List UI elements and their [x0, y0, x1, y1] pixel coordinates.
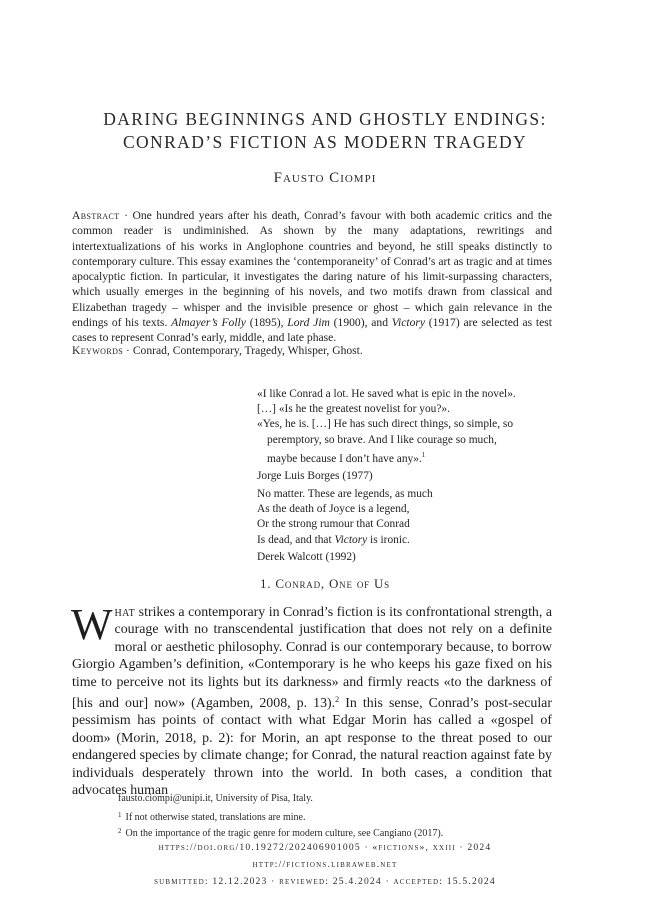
footnote-number: 1 — [118, 811, 122, 820]
footnote-marker: 1 — [421, 450, 426, 459]
abstract-year-1: (1895), — [245, 316, 288, 330]
article-author: Fausto Ciompi — [273, 170, 377, 186]
lead-in: hat — [114, 605, 136, 620]
colophon-doi: https://doi.org/10.19272/202406901005 · «fictions», xxiii · 2024 — [158, 842, 492, 853]
epigraph-line-text: Is dead, and that — [257, 533, 335, 546]
keywords — [72, 343, 552, 358]
epigraph-line: […] «Is he the greatest novelist for you?». — [257, 403, 450, 416]
footnote-1 — [118, 809, 538, 824]
article-title — [0, 108, 650, 154]
epigraph-borges — [257, 387, 557, 484]
epigraph-attribution: Derek Walcott (1992) — [257, 550, 356, 563]
footnote-marker: 2 — [335, 695, 340, 705]
footnote-text: If not otherwise stated, translations are mine. — [125, 812, 306, 824]
author-affiliation: fausto.ciompi@unipi.it, University of Pisa, Italy. — [118, 793, 313, 804]
title-line-2: CONRAD’S FICTION AS MODERN TRAGEDY — [122, 132, 528, 152]
abstract-label: Abstract — [72, 209, 120, 222]
title-line-1: DARING BEGINNINGS AND GHOSTLY ENDINGS: — [103, 109, 547, 129]
section-heading — [0, 576, 650, 592]
keywords-label: Keywords — [72, 344, 124, 357]
abstract-year-2: (1900), and — [329, 316, 392, 330]
epigraph-line — [257, 448, 557, 467]
body-text-2: In this sense, Conrad’s post-secular pessimism has points of contact with what Edgar Morin has called a «gospel of doom» (Morin, 2018, p. 2): for Morin, an apt response to the threat posed to our endangered species by climate change; for Conrad, the natural reaction against fate by individuals desperately thrown into the world. In both cases, a condition that advocates human — [72, 696, 552, 799]
footnote-number: 2 — [118, 826, 122, 835]
epigraph-walcott — [257, 487, 557, 565]
footnote-text: On the importance of the tragic genre for modern culture, see Cangiano (2017). — [125, 827, 444, 839]
epigraph-line: No matter. These are legends, as much — [257, 488, 433, 500]
colophon-url: http://fictions.libraweb.net — [252, 859, 398, 870]
abstract-work-victory: Victory — [391, 316, 426, 330]
abstract-text-2: (1917) are selected as test cases to represent Conrad’s early, middle, and late phase. — [72, 316, 553, 345]
abstract — [72, 208, 552, 346]
keywords-text: Conrad, Contemporary, Tragedy, Whisper, Ghost. — [132, 344, 363, 357]
epigraph-line: peremptory, so brave. And I like courage so much, — [267, 433, 497, 446]
abstract-work-lord-jim: Lord Jim — [287, 316, 330, 330]
epigraph-attribution: Jorge Luis Borges (1977) — [257, 470, 373, 483]
epigraph-line: «I like Conrad a lot. He saved what is epic in the novel». — [257, 388, 516, 400]
drop-cap: W — [71, 600, 113, 649]
epigraph-line: As the death of Joyce is a legend, — [257, 503, 410, 516]
section-number: 1. — [260, 576, 272, 591]
epigraph-line: Or the strong rumour that Conrad — [257, 518, 410, 531]
epigraph-line — [257, 533, 557, 548]
footnotes — [118, 792, 538, 840]
footnote-2 — [118, 825, 538, 840]
body-text-1: strikes a contemporary in Conrad’s fiction is its confrontational strength, a courage with no transcendental justification that does not rely on a definite moral or aesthetic philosophy. Conrad is our contemporary because, to borrow Giorgio Agamben’s definition, «Contemporary is he who keeps his gaze fixed on his time to perceive not its lights but its darkness» and firmly reacts «to the darkness of [his and our] now» (Agamben, 2008, p. 13). — [72, 605, 552, 712]
keywords-separator: · — [123, 344, 133, 357]
epigraph-line: «Yes, he is. […] He has such direct things, so simple, so — [257, 418, 514, 431]
abstract-text-1: One hundred years after his death, Conrad’s favour with both academic critics and the common reader is undiminished. As shown by the many adaptations, rewritings and intertextualizations of his works in Anglophone countries and beyond, he still speaks distinctly to contemporary culture. This essay examines the ‘contemporaneity’ of Conrad’s art as tragic and at times apocalyptic fiction. In particular, it investigates the daring nature of his limit-surpassing characters, which usually emerges in the beginning of his novels, and two motifs drawn from classical and Elizabethan tragedy – whisper and the invisible presence or ghost – which gain relevance in the endings of his texts. — [72, 209, 552, 330]
section-title: Conrad, One of Us — [275, 576, 390, 591]
abstract-work-almayer: Almayer’s Folly — [171, 316, 246, 330]
epigraph-line-text: is ironic. — [367, 533, 410, 546]
colophon-dates: submitted: 12.12.2023 · reviewed: 25.4.2024 · accepted: 15.5.2024 — [154, 876, 496, 887]
body-paragraph — [71, 600, 552, 799]
abstract-separator: · — [119, 209, 133, 222]
epigraph-line-text: maybe because I don’t have any». — [267, 452, 422, 465]
epigraph-italic-victory: Victory — [334, 533, 368, 546]
